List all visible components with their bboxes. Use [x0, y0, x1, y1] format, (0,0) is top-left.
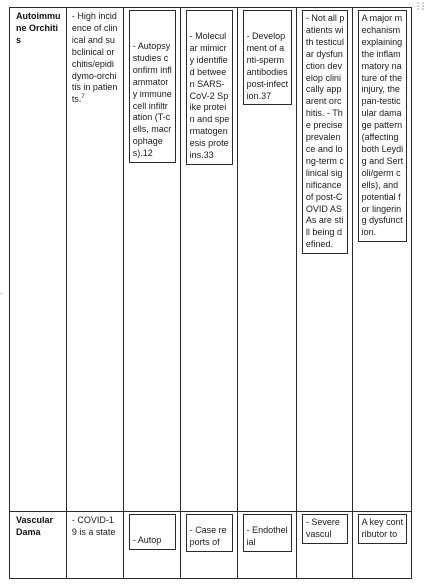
clinical-evidence-cell [66, 8, 123, 512]
molecular-evidence-cell [180, 512, 237, 579]
scroll-edge-marker: - [0, 290, 3, 298]
pathology-evidence-cell [123, 8, 180, 512]
drag-handle-icon[interactable] [416, 1, 426, 11]
cell-inner-box [186, 10, 233, 165]
cell-text: - Endothelial [246, 525, 288, 547]
evidence-table [9, 7, 412, 579]
cell-inner-box [358, 514, 407, 544]
cell-text: - Autop [132, 535, 162, 545]
cell-text: A key contributor to [361, 517, 404, 539]
serology-evidence-cell [237, 8, 296, 512]
cell-text: - Severe vascul [305, 517, 340, 539]
evidence-table-container [9, 7, 412, 579]
cell-text: - Case reports of [189, 525, 227, 547]
serology-evidence-cell [237, 512, 296, 579]
clinical-evidence-cell: - COVID-19 is a state [66, 512, 123, 579]
summary-cell [352, 8, 411, 512]
cell-text: - Molecular mimicry identified between SARS-CoV-2 Spike protein and spermatogenesis proteins.33 [189, 31, 230, 161]
cell-inner-box [243, 10, 292, 105]
cell-inner-box [186, 514, 233, 552]
table-row-autoimmune-orchitis [10, 8, 412, 512]
cell-text: - Not all patients with testicular dysfunction develop clinically apparent orchitis. - The precise prevalence and long-term clinical significance of post-COVID ASAs are still being defined. [305, 13, 345, 250]
cell-inner-box [302, 10, 348, 254]
molecular-evidence-cell [180, 8, 237, 512]
row-heading: Autoimmune Orchitis [10, 8, 67, 512]
table-row-vascular-damage [10, 512, 412, 579]
cell-text: A major mechanism explaining the inflammatory nature of the injury, the pan-testicular damage pattern (affecting both Leydig and Sertoli/germ cells), and potential for lingering dysfunction. [361, 13, 404, 238]
cell-inner-box [358, 10, 407, 242]
cell-inner-box [243, 514, 292, 552]
cell-inner-box [302, 514, 348, 544]
row-heading: Vascular Dama [10, 512, 67, 579]
limitations-cell [296, 512, 352, 579]
cell-inner-box [129, 10, 176, 163]
cell-text: - Autopsy studies confirm inflammatory immune cell infiltration (T-cells, macrophages).12 [132, 41, 172, 159]
footnote-ref: 7 [81, 94, 85, 101]
pathology-evidence-cell [123, 512, 180, 579]
cell-text: - High incidence of clinical and subclinical orchitis/epididymo-orchitis in patients. [71, 11, 118, 105]
summary-cell [352, 512, 411, 579]
limitations-cell [296, 8, 352, 512]
cell-text: - Development of anti-sperm antibodies post-infection.37 [246, 31, 289, 101]
cell-inner-box [129, 514, 176, 550]
